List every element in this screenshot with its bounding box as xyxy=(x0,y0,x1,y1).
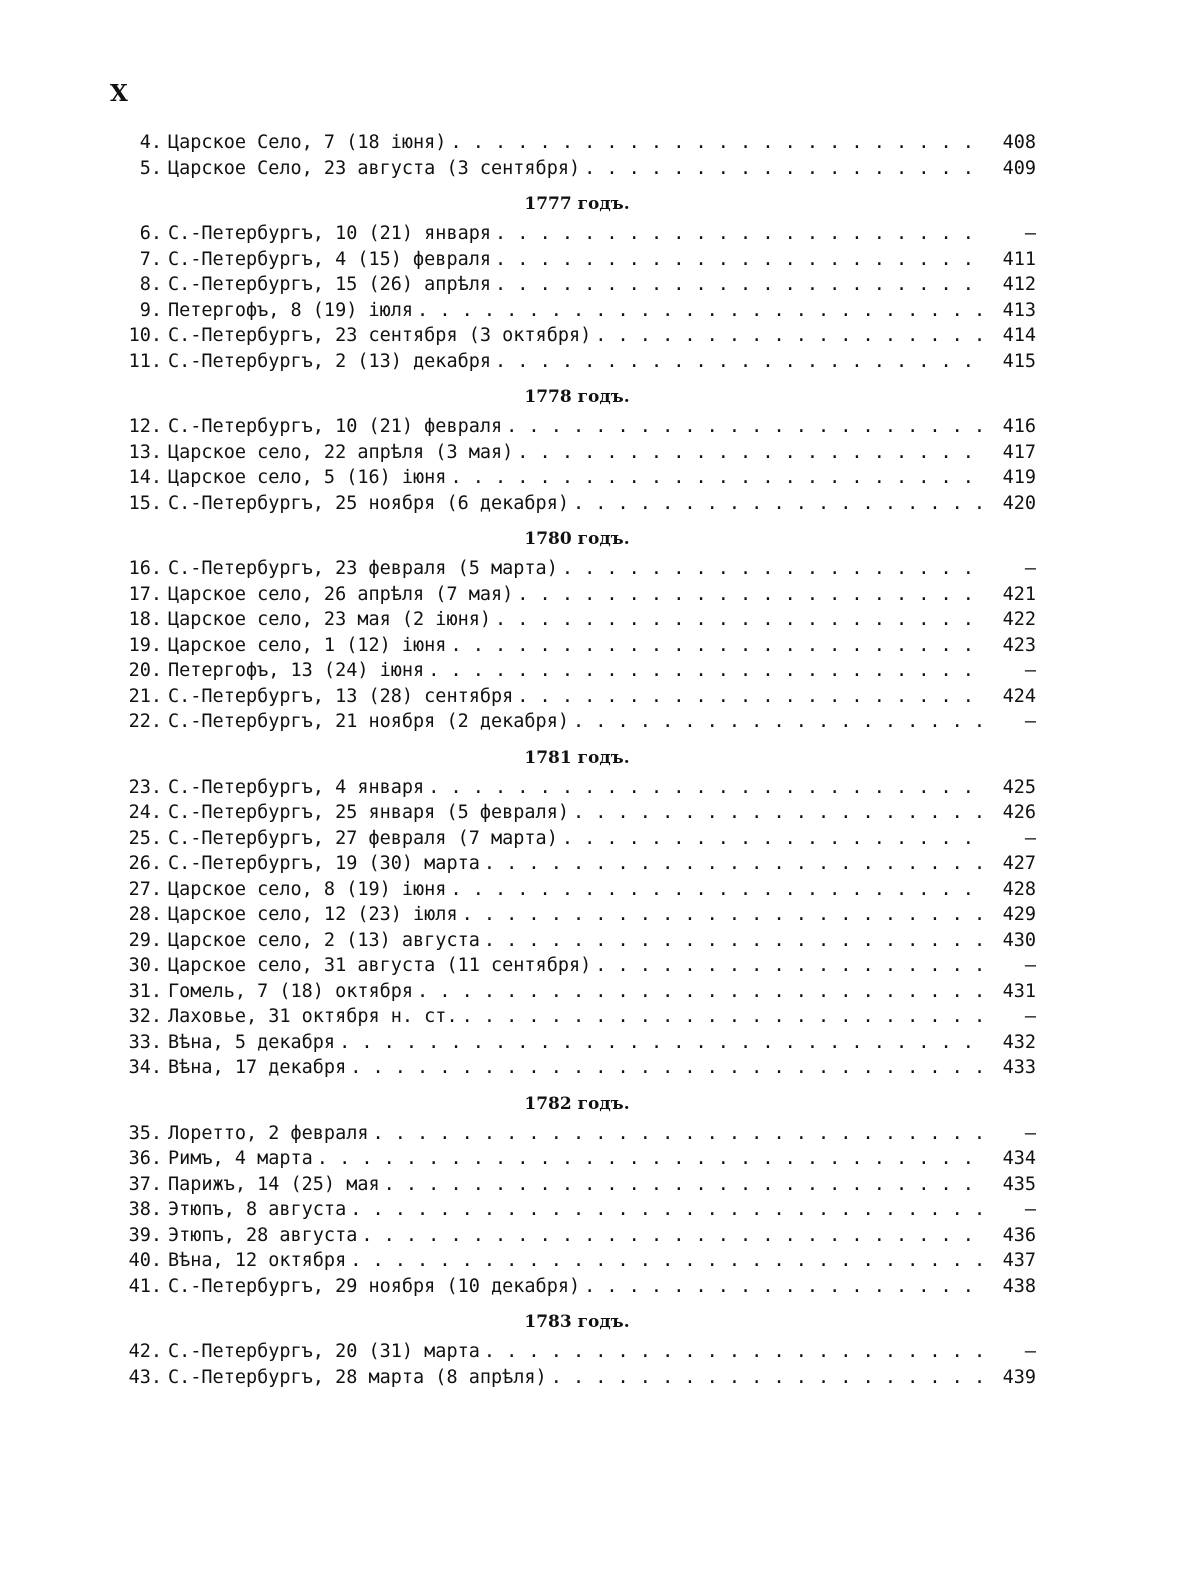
entry-title: Царское село, 5 (16) іюня xyxy=(168,467,447,488)
dot-leader xyxy=(361,1223,988,1249)
dot-leader xyxy=(384,1172,988,1198)
entry-title: С.-Петербургъ, 23 февраля (5 марта) xyxy=(168,558,558,579)
entry-number: 9. xyxy=(139,299,162,321)
toc-entry xyxy=(118,298,1036,324)
entry-page: 422 xyxy=(1002,609,1036,630)
dot-leader xyxy=(339,1030,988,1056)
entry-number: 15. xyxy=(128,492,162,514)
entry-title: Царское село, 26 апрѣля (7 мая) xyxy=(168,583,514,605)
entry-title: С.-Петербургъ, 21 ноября (2 декабря) xyxy=(168,711,569,732)
entry-number: 23. xyxy=(128,776,162,798)
entry-number: 27. xyxy=(128,878,162,900)
entry-number: 41. xyxy=(128,1275,162,1297)
toc-entry xyxy=(118,1055,1036,1081)
entry-page: 436 xyxy=(1002,1224,1036,1246)
entry-page: 438 xyxy=(1002,1275,1036,1297)
entry-number: 37. xyxy=(128,1173,162,1195)
dot-leader xyxy=(562,826,988,852)
toc-entry xyxy=(118,877,1036,903)
entry-title: С.-Петербургъ, 4 (15) февраля xyxy=(168,248,492,270)
entry-title: Царское село, 31 августа (11 сентября) xyxy=(168,955,592,976)
dot-leader xyxy=(484,851,988,877)
toc-entry xyxy=(118,633,1036,659)
toc-entry xyxy=(118,1339,1036,1365)
entry-number: 8. xyxy=(139,274,162,295)
entry-page: — xyxy=(1024,660,1036,681)
dot-leader xyxy=(495,221,988,247)
entry-page: 411 xyxy=(1002,248,1036,270)
dot-leader xyxy=(573,800,988,826)
dot-leader xyxy=(506,414,988,440)
dot-leader xyxy=(517,684,988,710)
entry-page: 423 xyxy=(1002,634,1036,656)
entry-page: — xyxy=(1024,955,1036,976)
entry-page: 434 xyxy=(1002,1148,1036,1169)
dot-leader xyxy=(584,156,988,182)
entry-title: С.-Петербургъ, 25 января (5 февраля) xyxy=(168,802,569,823)
dot-leader xyxy=(495,272,988,298)
toc-entry xyxy=(118,414,1036,440)
dot-leader xyxy=(450,465,988,491)
entry-title: С.-Петербургъ, 29 ноября (10 декабря) xyxy=(168,1275,581,1297)
entry-title: Гомель, 7 (18) октября xyxy=(168,980,414,1002)
toc-entry xyxy=(118,1365,1036,1391)
entry-page: 419 xyxy=(1002,467,1036,488)
toc-entry xyxy=(118,851,1036,877)
entry-number: 21. xyxy=(128,685,162,707)
toc-entry xyxy=(118,247,1036,273)
entry-page: 424 xyxy=(1002,685,1036,707)
entry-title: С.-Петербургъ, 13 (28) сентября xyxy=(168,685,514,707)
entry-title: Петергофъ, 8 (19) іюля xyxy=(168,299,414,321)
toc-entry xyxy=(118,953,1036,979)
dot-leader xyxy=(517,582,988,608)
toc-entry xyxy=(118,979,1036,1005)
entry-page: 425 xyxy=(1002,776,1036,798)
entry-title: Лоретто, 2 февраля xyxy=(168,1122,369,1144)
entry-number: 31. xyxy=(128,980,162,1002)
entry-page: 412 xyxy=(1002,274,1036,295)
entry-title: Царское село, 1 (12) іюня xyxy=(168,634,447,656)
dot-leader xyxy=(350,1055,988,1081)
year-heading: 1782 годъ. xyxy=(524,1093,630,1114)
dot-leader xyxy=(462,902,988,928)
toc-entry xyxy=(118,582,1036,608)
entry-number: 4. xyxy=(139,132,162,153)
entry-number: 28. xyxy=(128,904,162,925)
toc-entry xyxy=(118,1274,1036,1300)
entry-number: 22. xyxy=(128,711,162,732)
entry-title: Царское село, 12 (23) іюля xyxy=(168,904,458,925)
dot-leader xyxy=(551,1365,988,1391)
entry-title: Петергофъ, 13 (24) іюня xyxy=(168,660,425,681)
entry-title: С.-Петербургъ, 10 (21) февраля xyxy=(168,416,503,437)
entry-page: 416 xyxy=(1002,416,1036,437)
entry-number: 24. xyxy=(128,802,162,823)
entry-number: 5. xyxy=(139,157,162,179)
entry-number: 19. xyxy=(128,634,162,656)
entry-number: 32. xyxy=(128,1006,162,1027)
entry-page: 417 xyxy=(1002,441,1036,463)
year-heading: 1781 годъ. xyxy=(524,747,630,768)
entry-title: Царское село, 2 (13) августа xyxy=(168,929,480,951)
page-number: X xyxy=(110,80,128,107)
dot-leader xyxy=(450,130,988,156)
entry-page: 432 xyxy=(1002,1031,1036,1053)
entry-title: Вѣна, 12 октября xyxy=(168,1250,347,1271)
entry-number: 20. xyxy=(128,660,162,681)
toc-entry xyxy=(118,709,1036,735)
entry-page: 409 xyxy=(1002,157,1036,179)
entry-page: 437 xyxy=(1002,1250,1036,1271)
dot-leader xyxy=(562,556,988,582)
entry-page: 413 xyxy=(1002,299,1036,321)
entry-number: 25. xyxy=(128,827,162,849)
dot-leader xyxy=(350,1248,988,1274)
dot-leader xyxy=(428,658,988,684)
dot-leader xyxy=(417,298,988,324)
entry-title: Этюпъ, 28 августа xyxy=(168,1224,358,1246)
toc-entry xyxy=(118,491,1036,517)
entry-number: 12. xyxy=(128,416,162,437)
entry-page: 408 xyxy=(1002,132,1036,153)
entry-page: 415 xyxy=(1002,350,1036,372)
entry-number: 26. xyxy=(128,853,162,874)
toc-entry xyxy=(118,1030,1036,1056)
entry-title: Царское село, 22 апрѣля (3 мая) xyxy=(168,441,514,463)
toc-entry xyxy=(118,902,1036,928)
entry-page: 421 xyxy=(1002,583,1036,605)
dot-leader xyxy=(450,877,988,903)
year-heading: 1783 годъ. xyxy=(524,1312,630,1332)
entry-number: 14. xyxy=(128,467,162,488)
toc-entry xyxy=(118,684,1036,710)
toc-entry xyxy=(118,1146,1036,1172)
entry-page: 427 xyxy=(1002,853,1036,874)
year-heading: 1780 годъ. xyxy=(524,529,630,549)
entry-title: С.-Петербургъ, 15 (26) апрѣля xyxy=(168,274,492,295)
entry-number: 7. xyxy=(139,248,162,270)
toc-entry xyxy=(118,1197,1036,1223)
entry-page: 426 xyxy=(1002,802,1036,823)
entry-page: 420 xyxy=(1002,492,1036,514)
entry-number: 13. xyxy=(128,441,162,463)
entry-number: 34. xyxy=(128,1057,162,1078)
year-heading: 1777 годъ. xyxy=(524,194,630,214)
entry-title: Вѣна, 5 декабря xyxy=(168,1031,336,1053)
table-of-contents xyxy=(118,130,1036,1390)
entry-page: — xyxy=(1024,558,1036,579)
dot-leader xyxy=(372,1121,988,1147)
entry-title: Римъ, 4 марта xyxy=(168,1148,313,1169)
dot-leader xyxy=(350,1197,988,1223)
entry-number: 6. xyxy=(139,223,162,244)
entry-number: 43. xyxy=(128,1366,162,1388)
toc-entry xyxy=(118,1248,1036,1274)
entry-number: 40. xyxy=(128,1250,162,1271)
entry-page: 430 xyxy=(1002,929,1036,951)
toc-entry xyxy=(118,1004,1036,1030)
dot-leader xyxy=(595,323,988,349)
toc-entry xyxy=(118,156,1036,182)
entry-title: Царское Село, 7 (18 іюня) xyxy=(168,132,447,153)
toc-entry xyxy=(118,607,1036,633)
toc-entry xyxy=(118,465,1036,491)
entry-title: Этюпъ, 8 августа xyxy=(168,1199,347,1220)
toc-entry xyxy=(118,130,1036,156)
entry-page: 439 xyxy=(1002,1366,1036,1388)
toc-entry xyxy=(118,556,1036,582)
entry-page: — xyxy=(1024,1199,1036,1220)
entry-number: 33. xyxy=(128,1031,162,1053)
dot-leader xyxy=(584,1274,988,1300)
dot-leader xyxy=(317,1146,988,1172)
entry-number: 18. xyxy=(128,609,162,630)
entry-page: — xyxy=(1024,1006,1036,1027)
toc-entry xyxy=(118,440,1036,466)
year-heading: 1778 годъ. xyxy=(524,387,630,407)
toc-entry xyxy=(118,1223,1036,1249)
entry-number: 35. xyxy=(128,1122,162,1144)
entry-title: С.-Петербургъ, 4 января xyxy=(168,776,425,798)
dot-leader xyxy=(417,979,988,1005)
entry-number: 36. xyxy=(128,1148,162,1169)
entry-title: Лаховье, 31 октября н. ст. xyxy=(168,1006,458,1027)
entry-title: С.-Петербургъ, 28 марта (8 апрѣля) xyxy=(168,1366,547,1388)
entry-number: 39. xyxy=(128,1224,162,1246)
dot-leader xyxy=(517,440,988,466)
toc-entry xyxy=(118,349,1036,375)
dot-leader xyxy=(484,1339,988,1365)
toc-entry xyxy=(118,221,1036,247)
dot-leader xyxy=(450,633,988,659)
entry-page: 428 xyxy=(1002,878,1036,900)
entry-title: Парижъ, 14 (25) мая xyxy=(168,1173,380,1195)
entry-page: — xyxy=(1024,1341,1036,1362)
entry-title: С.-Петербургъ, 25 ноября (6 декабря) xyxy=(168,492,569,514)
dot-leader xyxy=(495,349,988,375)
entry-page: 431 xyxy=(1002,980,1036,1002)
entry-page: 414 xyxy=(1002,325,1036,346)
dot-leader xyxy=(595,953,988,979)
toc-entry xyxy=(118,658,1036,684)
entry-number: 30. xyxy=(128,955,162,976)
toc-entry xyxy=(118,928,1036,954)
entry-title: Царское село, 8 (19) іюня xyxy=(168,878,447,900)
entry-number: 11. xyxy=(128,350,162,372)
toc-entry xyxy=(118,323,1036,349)
entry-number: 29. xyxy=(128,929,162,951)
toc-entry xyxy=(118,272,1036,298)
entry-title: Царское село, 23 мая (2 іюня) xyxy=(168,609,492,630)
entry-page: 435 xyxy=(1002,1173,1036,1195)
entry-number: 42. xyxy=(128,1341,162,1362)
entry-title: С.-Петербургъ, 27 февраля (7 марта) xyxy=(168,827,558,849)
entry-title: С.-Петербургъ, 19 (30) марта xyxy=(168,853,480,874)
entry-number: 38. xyxy=(128,1199,162,1220)
dot-leader xyxy=(428,775,988,801)
toc-entry xyxy=(118,1121,1036,1147)
toc-entry xyxy=(118,775,1036,801)
toc-entry xyxy=(118,826,1036,852)
entry-title: Вѣна, 17 декабря xyxy=(168,1057,347,1078)
entry-page: — xyxy=(1024,1122,1036,1144)
toc-entry xyxy=(118,1172,1036,1198)
dot-leader xyxy=(573,709,988,735)
entry-page: 433 xyxy=(1002,1057,1036,1078)
dot-leader xyxy=(484,928,988,954)
entry-title: Царское Село, 23 августа (3 сентября) xyxy=(168,157,581,179)
entry-page: 429 xyxy=(1002,904,1036,925)
entry-title: С.-Петербургъ, 20 (31) марта xyxy=(168,1341,480,1362)
entry-page: — xyxy=(1024,827,1036,849)
entry-title: С.-Петербургъ, 2 (13) декабря xyxy=(168,350,492,372)
toc-entry xyxy=(118,800,1036,826)
dot-leader xyxy=(573,491,988,517)
entry-page: — xyxy=(1024,223,1036,244)
entry-title: С.-Петербургъ, 10 (21) января xyxy=(168,223,492,244)
entry-number: 10. xyxy=(128,325,162,346)
entry-title: С.-Петербургъ, 23 сентября (3 октября) xyxy=(168,325,592,346)
entry-page: — xyxy=(1024,711,1036,732)
dot-leader xyxy=(495,247,988,273)
entry-number: 16. xyxy=(128,558,162,579)
dot-leader xyxy=(495,607,988,633)
entry-number: 17. xyxy=(128,583,162,605)
dot-leader xyxy=(462,1004,988,1030)
